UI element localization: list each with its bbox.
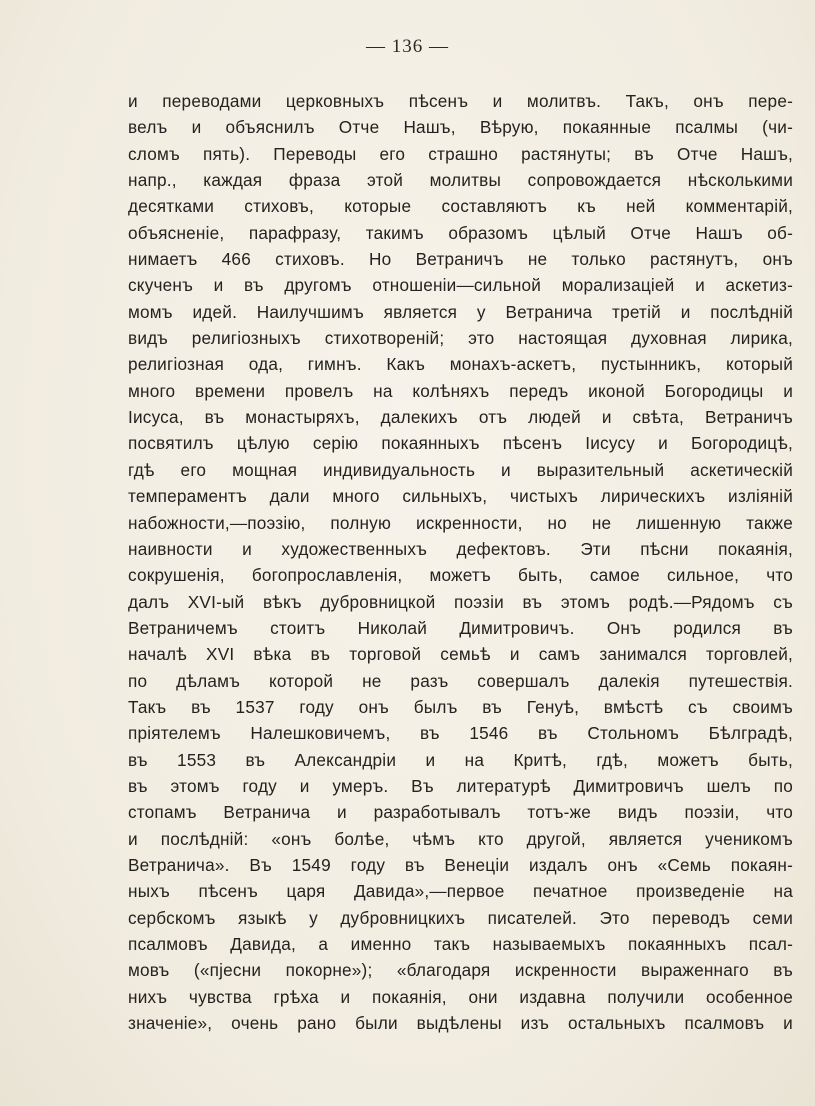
text-line: гдѣ его мощная индивидуальность и выразительный аскетическій (128, 459, 793, 480)
text-line: далъ XVI-ый вѣкъ дубровницкой поэзіи въ этомъ родѣ.—Рядомъ съ (128, 591, 793, 612)
text-line: видъ религіозныхъ стихотвореній; это настоящая духовная лирика, (128, 328, 793, 349)
page-number: — 136 — (366, 36, 449, 57)
text-line: десятками стиховъ, которые составляютъ къ ней комментарій, (128, 196, 793, 217)
text-line: велъ и объяснилъ Отче Нашъ, Вѣрую, покаянные псалмы (чи- (128, 117, 793, 138)
text-line: сербскомъ языкѣ у дубровницкихъ писателей. Это переводъ семи (128, 907, 793, 928)
text-line: момъ идей. Наилучшимъ является у Ветранича третій и послѣдній (128, 301, 793, 322)
text-line: значеніе», очень рано были выдѣлены изъ остальныхъ псалмовъ и (128, 1013, 793, 1034)
text-line: мовъ («пјесни покорне»); «благодаря искренности выраженнаго въ (128, 960, 793, 981)
text-line: темпераментъ дали много сильныхъ, чистыхъ лирическихъ изліяній (128, 486, 793, 507)
text-line: нихъ чувства грѣха и покаянія, они издавна получили особенное (128, 986, 793, 1007)
text-line: нимаетъ 466 стиховъ. Но Ветраничъ не только растянутъ, онъ (128, 249, 793, 270)
text-line: началѣ XVI вѣка въ торговой семьѣ и самъ занимался торговлей, (128, 644, 793, 665)
text-line: набожности,—поэзію, полную искренности, но не лишенную также (128, 512, 793, 533)
text-line: Іисуса, въ монастыряхъ, далекихъ отъ людей и свѣта, Ветраничъ (128, 407, 793, 428)
text-line: посвятилъ цѣлую серію покаянныхъ пѣсенъ Іисусу и Богородицѣ, (128, 433, 793, 454)
text-line: наивности и художественныхъ дефектовъ. Эти пѣсни покаянія, (128, 538, 793, 559)
text-line: Ветранича». Въ 1549 году въ Венеціи издалъ онъ «Семь покаян- (128, 854, 793, 875)
text-line: ныхъ пѣсенъ царя Давида»,—первое печатное произведеніе на (128, 881, 793, 902)
text-line: религіозная ода, гимнъ. Какъ монахъ-аскетъ, пустынникъ, который (128, 354, 793, 375)
text-line: пріятелемъ Налешковичемъ, въ 1546 въ Стольномъ Бѣлградѣ, (128, 723, 793, 744)
text-line: сломъ пять). Переводы его страшно растянуты; въ Отче Нашъ, (128, 143, 793, 164)
text-line: объясненіе, парафразу, такимъ образомъ цѣлый Отче Нашъ об- (128, 222, 793, 243)
text-line: стопамъ Ветранича и разработывалъ тотъ-же видъ поэзіи, что (128, 802, 793, 823)
body-text (128, 88, 793, 1036)
text-line: псалмовъ Давида, а именно такъ называемыхъ покаянныхъ псал- (128, 934, 793, 954)
text-line: напр., каждая фраза этой молитвы сопровождается нѣсколькими (128, 170, 793, 191)
text-line: много времени провелъ на колѣняхъ передъ иконой Богородицы и (128, 380, 793, 401)
text-line: и переводами церковныхъ пѣсенъ и молитвъ. Такъ, онъ пере- (128, 91, 793, 111)
text-line: въ этомъ году и умеръ. Въ литературѣ Димитровичъ шелъ по (128, 775, 793, 796)
text-line: и послѣдній: «онъ болѣе, чѣмъ кто другой, является ученикомъ (128, 828, 793, 849)
text-line: сокрушенія, богопрославленія, можетъ быть, самое сильное, что (128, 565, 793, 586)
text-line: скученъ и въ другомъ отношеніи—сильной морализаціей и аскетиз- (128, 275, 793, 296)
text-line: Такъ въ 1537 году онъ былъ въ Генуѣ, вмѣстѣ съ своимъ (128, 696, 793, 717)
text-line: Ветраничемъ стоитъ Николай Димитровичъ. Онъ родился въ (128, 617, 793, 638)
text-line: въ 1553 въ Александріи и на Критѣ, гдѣ, можетъ быть, (128, 749, 793, 770)
text-line: по дѣламъ которой не разъ совершалъ далекія путешествія. (128, 670, 793, 691)
